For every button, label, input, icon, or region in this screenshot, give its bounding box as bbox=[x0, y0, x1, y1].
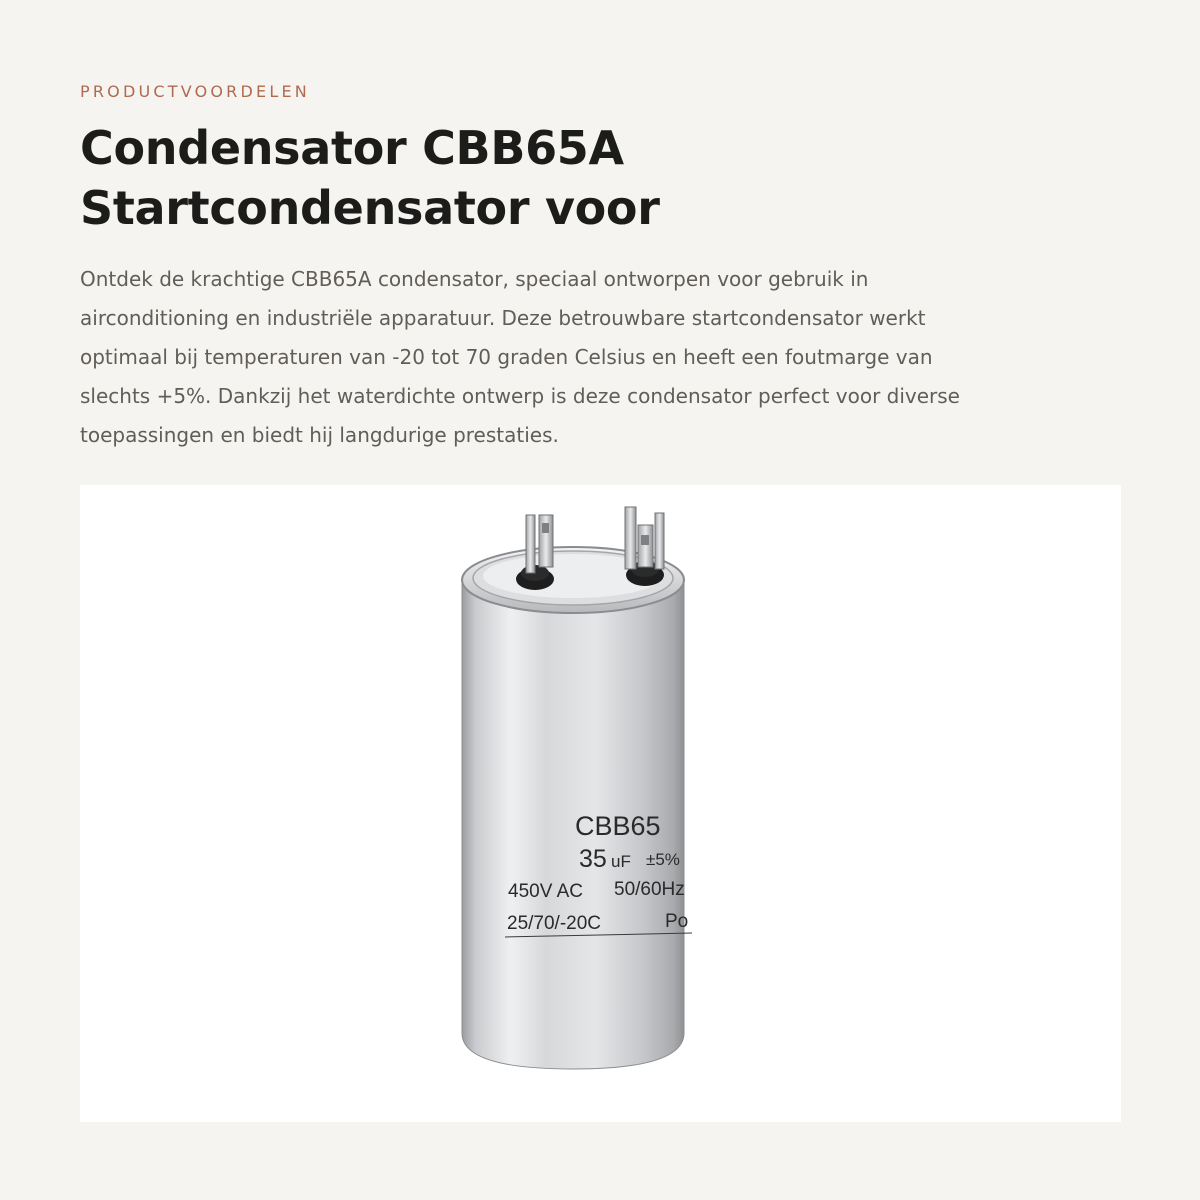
capacitor-body bbox=[462, 547, 684, 1069]
label-frequency: 50/60Hz bbox=[614, 879, 685, 900]
product-title bbox=[80, 118, 1120, 238]
description-line: optimaal bij temperaturen van -20 tot 70 graden Celsius en heeft een foutmarge van bbox=[80, 345, 933, 369]
capacitor-product-image bbox=[80, 485, 1121, 1122]
description-line: toepassingen en biedt hij langdurige prestaties. bbox=[80, 423, 559, 447]
label-voltage: 450V AC bbox=[508, 881, 583, 902]
product-image-card bbox=[80, 485, 1121, 1122]
label-climate-class: 25/70/-20C bbox=[507, 913, 602, 934]
product-title-line: Startcondensator voor bbox=[80, 181, 660, 235]
description-line: slechts +5%. Dankzij het waterdichte ontwerp is deze condensator perfect voor diverse bbox=[80, 384, 960, 408]
description-line: Ontdek de krachtige CBB65A condensator, speciaal ontworpen voor gebruik in bbox=[80, 267, 869, 291]
label-capacitance: 35 bbox=[579, 845, 607, 873]
terminal-right bbox=[625, 507, 664, 586]
label-tolerance: ±5% bbox=[646, 850, 680, 869]
product-description bbox=[80, 260, 1120, 455]
label-capacitance-unit: uF bbox=[611, 852, 631, 871]
description-line: airconditioning en industriële apparatuur. Deze betrouwbare startcondensator werkt bbox=[80, 306, 926, 330]
label-model: CBB65 bbox=[575, 811, 661, 841]
product-title-line: Condensator CBB65A bbox=[80, 121, 624, 175]
section-eyebrow: PRODUCTVOORDELEN bbox=[80, 82, 310, 101]
label-code: Po bbox=[665, 911, 689, 932]
